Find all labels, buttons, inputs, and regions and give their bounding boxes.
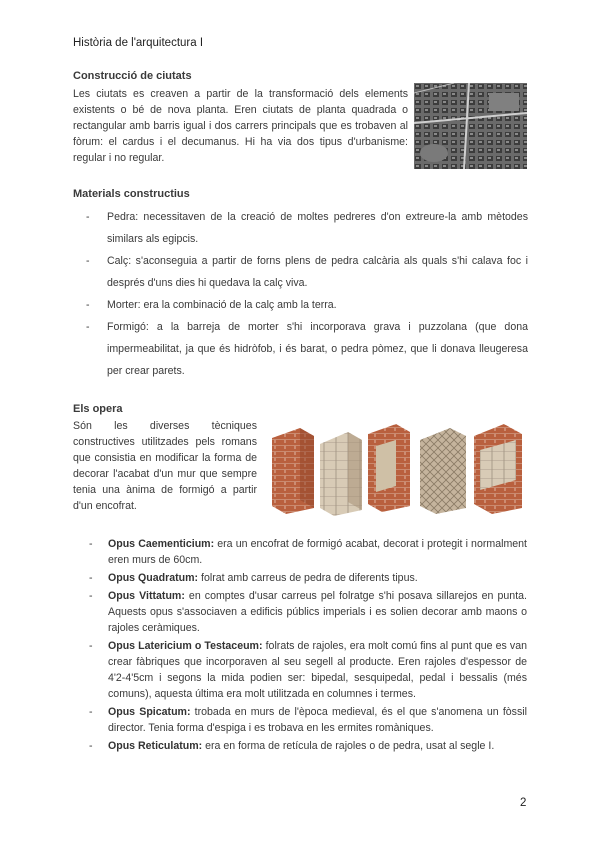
section-title-ciutats: Construcció de ciutats — [73, 70, 192, 82]
section-title-materials: Materials constructius — [73, 188, 190, 200]
section-title-opera: Els opera — [73, 403, 123, 415]
list-item — [89, 704, 527, 736]
opus-list — [89, 536, 527, 756]
list-item: - Formigó: a la barreja de morter s'hi incorporava grava i puzzolana (que dona impermeabilitat, ja que és hidròfob, i és barat, o pedra pòmez, que li donava lleugeresa per crear parets. — [86, 316, 528, 382]
opus-desc: folrats de rajoles, era molt comú fins al punt que es van crear fàbriques que incorporaven al seu segell al producte. Eren rajoles d'espessor de 4'2-4'5cm i segons la mida podien ser: bipedal, sesquipedal, pedal i bessalis (més comuns), aquesta última era molt utilitzada en columnes i termes. — [108, 640, 528, 700]
opus-desc: era un encofrat de formigó acabat, decorat i protegit i normalment eren murs de 60cm. — [108, 538, 527, 566]
list-item — [89, 588, 527, 636]
list-item: - Calç: s'aconseguia a partir de forns plens de pedra calcària als quals s'hi calava foc i després d'uns dies hi quedava la calç viva. — [86, 250, 528, 294]
roman-wall-types-illustration-icon — [270, 416, 528, 516]
list-item — [89, 570, 527, 586]
city-plan-image — [414, 83, 527, 169]
opus-term: Opus Caementicium: — [108, 538, 215, 550]
list-item: - Pedra: necessitaven de la creació de moltes pedreres d'on extreure-la amb mètodes similars als egipcis. — [86, 206, 528, 250]
opus-desc: trobada en murs de l'època medieval, és el que s'anomena un fòssil director. Tenia forma d'espiga i es trobava en les ermites romàniques. — [108, 706, 527, 734]
materials-list — [86, 206, 528, 382]
list-item — [89, 638, 527, 702]
wall-types-image — [270, 416, 528, 516]
city-plan-photo-icon — [414, 83, 527, 169]
page-number: 2 — [520, 797, 527, 809]
section-text-ciutats: Les ciutats es creaven a partir de la transformació dels elements existents o bé de nova planta. Eren ciutats de planta quadrada o rectangular amb barris igual i dos carrers principals que es trobaven al fòrum: el cardus i el decumanus. Hi ha via dos tipus d'urbanisme: regular i no regular. — [73, 88, 408, 164]
opus-desc: en comptes d'usar carreus pel folratge s'hi posava sillarejos en punta. Aquests opus s'associaven a edificis públics imperials i es solien decorar amb maons o rajoles ceràmiques. — [108, 590, 527, 634]
list-item — [89, 738, 527, 754]
page-header: Història de l'arquitectura I — [73, 37, 204, 49]
opus-term: Opus Quadratum: — [108, 572, 199, 584]
section-text-opera: Són les diverses tècniques constructives utilitzades pels romans que consistia en modificar la forma de decorar l'acabat d'un mur que sempre tenia una ànima de formigó a partir d'un encofrat. — [73, 420, 257, 512]
opus-desc: folrat amb carreus de pedra de diferents tipus. — [198, 572, 418, 584]
opus-term: Opus Reticulatum: — [108, 740, 203, 752]
opus-desc: era en forma de retícula de rajoles o de pedra, usat al segle I. — [202, 740, 495, 752]
opus-term: Opus Spicatum: — [108, 706, 191, 718]
list-item — [89, 536, 527, 568]
opus-term: Opus Latericium o Testaceum: — [108, 640, 263, 652]
opus-term: Opus Vittatum: — [108, 590, 185, 602]
list-item: - Morter: era la combinació de la calç amb la terra. — [86, 294, 528, 316]
